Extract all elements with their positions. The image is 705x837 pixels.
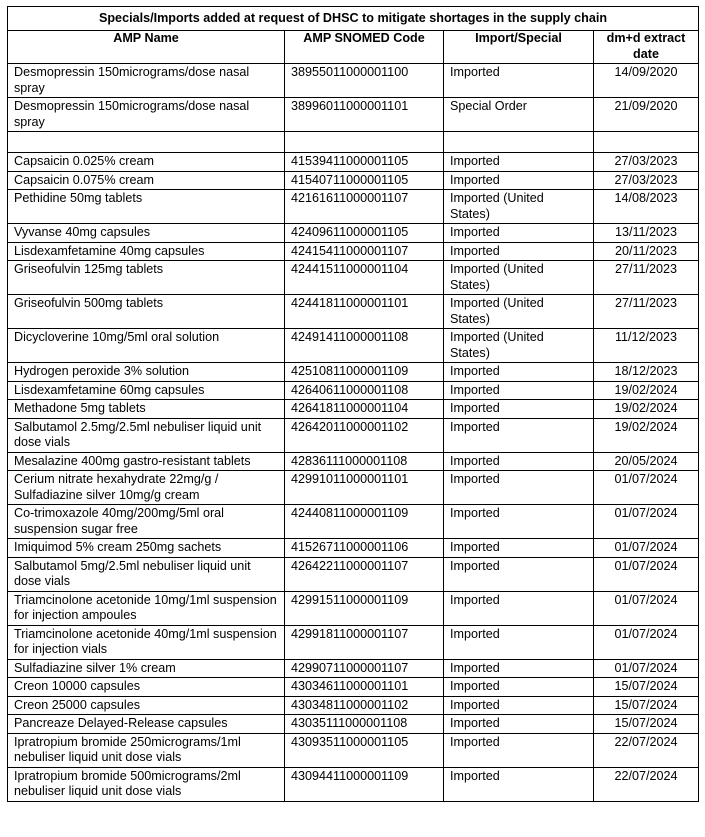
table-row [8, 678, 699, 697]
amp-name-cell: Triamcinolone acetonide 40mg/1ml suspension for injection vials [8, 625, 285, 659]
snomed-code-cell: 42641811000001104 [285, 400, 444, 419]
amp-name-cell: Dicycloverine 10mg/5ml oral solution [8, 329, 285, 363]
import-special-cell: Imported [444, 505, 594, 539]
table-row [8, 471, 699, 505]
extract-date-cell: 22/07/2024 [594, 733, 699, 767]
extract-date-cell: 22/07/2024 [594, 767, 699, 801]
snomed-code-cell: 38955011000001100 [285, 64, 444, 98]
column-header-snomed-code: AMP SNOMED Code [285, 31, 444, 64]
extract-date-cell: 27/11/2023 [594, 295, 699, 329]
import-special-cell: Imported (United States) [444, 295, 594, 329]
amp-name-cell: Triamcinolone acetonide 10mg/1ml suspension for injection ampoules [8, 591, 285, 625]
table-row [8, 64, 699, 98]
import-special-cell: Imported [444, 715, 594, 734]
extract-date-cell: 01/07/2024 [594, 505, 699, 539]
snomed-code-cell: 43093511000001105 [285, 733, 444, 767]
snomed-code-cell: 43094411000001109 [285, 767, 444, 801]
table-body [8, 64, 699, 802]
table-row [8, 242, 699, 261]
table-row [8, 400, 699, 419]
amp-name-cell: Pethidine 50mg tablets [8, 190, 285, 224]
import-special-cell: Imported [444, 153, 594, 172]
snomed-code-cell: 42991811000001107 [285, 625, 444, 659]
snomed-code-cell: 42640611000001108 [285, 381, 444, 400]
amp-name-cell: Sulfadiazine silver 1% cream [8, 659, 285, 678]
snomed-code-cell: 42642011000001102 [285, 418, 444, 452]
snomed-code-cell: 41526711000001106 [285, 539, 444, 558]
snomed-code-cell: 41540711000001105 [285, 171, 444, 190]
snomed-code-cell: 38996011000001101 [285, 98, 444, 132]
import-special-cell: Imported [444, 381, 594, 400]
extract-date-cell: 20/05/2024 [594, 452, 699, 471]
import-special-cell: Imported (United States) [444, 190, 594, 224]
supply-shortage-table [7, 6, 699, 802]
import-special-cell: Imported [444, 557, 594, 591]
extract-date-cell: 01/07/2024 [594, 557, 699, 591]
extract-date-cell: 19/02/2024 [594, 418, 699, 452]
import-special-cell: Imported [444, 659, 594, 678]
extract-date-cell: 18/12/2023 [594, 363, 699, 382]
amp-name-cell: Methadone 5mg tablets [8, 400, 285, 419]
amp-name-cell: Cerium nitrate hexahydrate 22mg/g / Sulfadiazine silver 10mg/g cream [8, 471, 285, 505]
snomed-code-cell: 43035111000001108 [285, 715, 444, 734]
table-row [8, 715, 699, 734]
amp-name-cell: Griseofulvin 500mg tablets [8, 295, 285, 329]
table-row [8, 767, 699, 801]
snomed-code-cell: 42642211000001107 [285, 557, 444, 591]
extract-date-cell: 14/08/2023 [594, 190, 699, 224]
amp-name-cell: Lisdexamfetamine 60mg capsules [8, 381, 285, 400]
extract-date-cell: 14/09/2020 [594, 64, 699, 98]
table-row [8, 190, 699, 224]
snomed-code-cell: 42510811000001109 [285, 363, 444, 382]
extract-date-cell: 21/09/2020 [594, 98, 699, 132]
table-row [8, 363, 699, 382]
amp-name-cell: Griseofulvin 125mg tablets [8, 261, 285, 295]
table-row [8, 261, 699, 295]
extract-date-cell: 13/11/2023 [594, 224, 699, 243]
extract-date-cell: 27/03/2023 [594, 171, 699, 190]
extract-date-cell: 01/07/2024 [594, 625, 699, 659]
import-special-cell: Imported [444, 471, 594, 505]
import-special-cell: Imported [444, 733, 594, 767]
table-row [8, 224, 699, 243]
import-special-cell: Imported [444, 242, 594, 261]
table-row [8, 625, 699, 659]
table-title: Specials/Imports added at request of DHSC to mitigate shortages in the supply chain [7, 6, 699, 30]
table-row [8, 557, 699, 591]
column-header-amp-name: AMP Name [8, 31, 285, 64]
extract-date-cell: 01/07/2024 [594, 471, 699, 505]
extract-date-cell: 11/12/2023 [594, 329, 699, 363]
amp-name-cell: Desmopressin 150micrograms/dose nasal spray [8, 98, 285, 132]
table-row [8, 381, 699, 400]
column-header-extract-date: dm+d extract date [594, 31, 699, 64]
table-row [8, 132, 699, 153]
table-row [8, 153, 699, 172]
import-special-cell: Imported [444, 400, 594, 419]
snomed-code-cell: 42161611000001107 [285, 190, 444, 224]
table-row [8, 329, 699, 363]
amp-name-cell: Pancreaze Delayed-Release capsules [8, 715, 285, 734]
extract-date-cell: 19/02/2024 [594, 381, 699, 400]
import-special-cell: Imported [444, 767, 594, 801]
snomed-code-cell: 43034811000001102 [285, 696, 444, 715]
amp-name-cell: Hydrogen peroxide 3% solution [8, 363, 285, 382]
import-special-cell: Imported [444, 224, 594, 243]
snomed-code-cell: 42991511000001109 [285, 591, 444, 625]
snomed-code-cell: 42415411000001107 [285, 242, 444, 261]
amp-name-cell: Vyvanse 40mg capsules [8, 224, 285, 243]
amp-name-cell: Imiquimod 5% cream 250mg sachets [8, 539, 285, 558]
extract-date-cell [594, 132, 699, 153]
table-row [8, 505, 699, 539]
table-row [8, 539, 699, 558]
import-special-cell: Imported [444, 64, 594, 98]
import-special-cell: Imported (United States) [444, 329, 594, 363]
import-special-cell: Imported [444, 625, 594, 659]
amp-name-cell: Desmopressin 150micrograms/dose nasal spray [8, 64, 285, 98]
table-row [8, 591, 699, 625]
snomed-code-cell: 43034611000001101 [285, 678, 444, 697]
extract-date-cell: 15/07/2024 [594, 715, 699, 734]
amp-name-cell: Capsaicin 0.025% cream [8, 153, 285, 172]
amp-name-cell [8, 132, 285, 153]
import-special-cell: Special Order [444, 98, 594, 132]
extract-date-cell: 20/11/2023 [594, 242, 699, 261]
amp-name-cell: Salbutamol 5mg/2.5ml nebuliser liquid unit dose vials [8, 557, 285, 591]
import-special-cell: Imported [444, 696, 594, 715]
table-row [8, 418, 699, 452]
amp-name-cell: Ipratropium bromide 250micrograms/1ml nebuliser liquid unit dose vials [8, 733, 285, 767]
extract-date-cell: 01/07/2024 [594, 591, 699, 625]
snomed-code-cell: 42991011000001101 [285, 471, 444, 505]
extract-date-cell: 01/07/2024 [594, 659, 699, 678]
extract-date-cell: 01/07/2024 [594, 539, 699, 558]
import-special-cell: Imported [444, 591, 594, 625]
import-special-cell: Imported [444, 678, 594, 697]
snomed-code-cell: 42441511000001104 [285, 261, 444, 295]
extract-date-cell: 15/07/2024 [594, 678, 699, 697]
amp-name-cell: Mesalazine 400mg gastro-resistant tablets [8, 452, 285, 471]
table-row [8, 295, 699, 329]
snomed-code-cell: 42491411000001108 [285, 329, 444, 363]
table-row [8, 696, 699, 715]
import-special-cell: Imported [444, 363, 594, 382]
table-row [8, 733, 699, 767]
table-row [8, 98, 699, 132]
table-row [8, 171, 699, 190]
extract-date-cell: 27/11/2023 [594, 261, 699, 295]
amp-name-cell: Creon 25000 capsules [8, 696, 285, 715]
snomed-code-cell [285, 132, 444, 153]
snomed-code-cell: 42409611000001105 [285, 224, 444, 243]
amp-name-cell: Salbutamol 2.5mg/2.5ml nebuliser liquid unit dose vials [8, 418, 285, 452]
header-row [8, 31, 699, 64]
column-header-import-special: Import/Special [444, 31, 594, 64]
extract-date-cell: 19/02/2024 [594, 400, 699, 419]
import-special-cell [444, 132, 594, 153]
snomed-code-cell: 42440811000001109 [285, 505, 444, 539]
snomed-code-cell: 41539411000001105 [285, 153, 444, 172]
table-row [8, 659, 699, 678]
amp-name-cell: Capsaicin 0.075% cream [8, 171, 285, 190]
import-special-cell: Imported [444, 171, 594, 190]
extract-date-cell: 15/07/2024 [594, 696, 699, 715]
extract-date-cell: 27/03/2023 [594, 153, 699, 172]
amp-name-cell: Creon 10000 capsules [8, 678, 285, 697]
import-special-cell: Imported [444, 539, 594, 558]
snomed-code-cell: 42836111000001108 [285, 452, 444, 471]
import-special-cell: Imported (United States) [444, 261, 594, 295]
table-row [8, 452, 699, 471]
amp-name-cell: Lisdexamfetamine 40mg capsules [8, 242, 285, 261]
snomed-code-cell: 42990711000001107 [285, 659, 444, 678]
amp-name-cell: Ipratropium bromide 500micrograms/2ml nebuliser liquid unit dose vials [8, 767, 285, 801]
import-special-cell: Imported [444, 418, 594, 452]
amp-name-cell: Co-trimoxazole 40mg/200mg/5ml oral suspension sugar free [8, 505, 285, 539]
import-special-cell: Imported [444, 452, 594, 471]
snomed-code-cell: 42441811000001101 [285, 295, 444, 329]
